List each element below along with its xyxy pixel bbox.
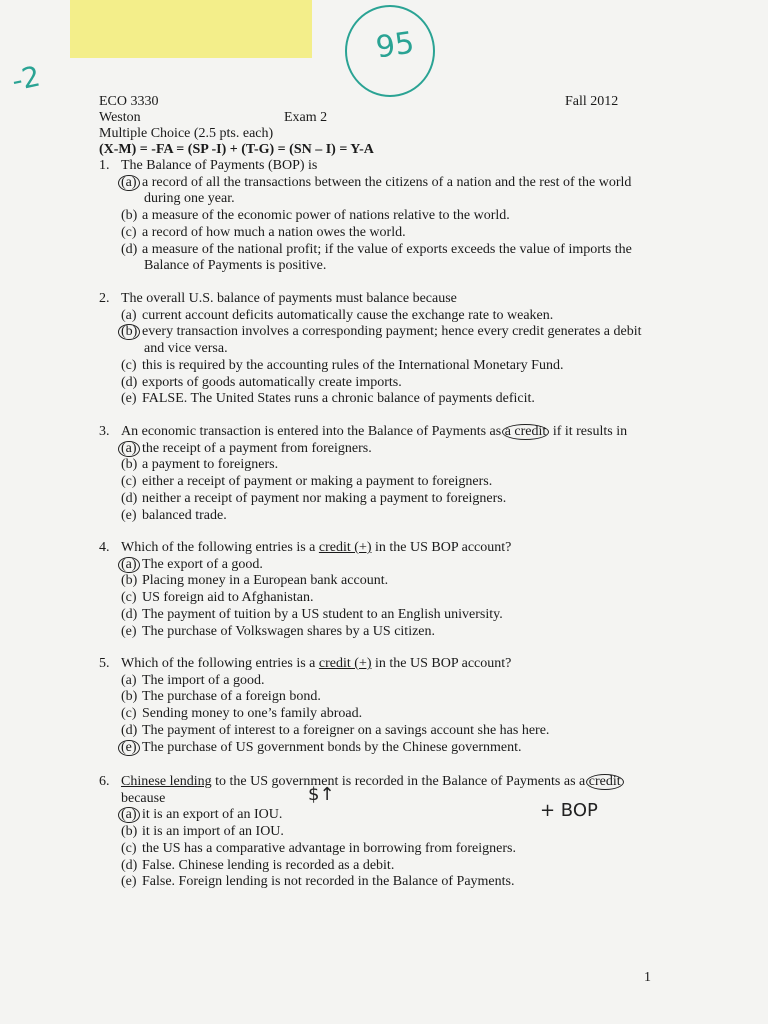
dollar-up-note: $↑ <box>308 784 335 805</box>
sticky-note <box>70 0 312 58</box>
option-c: (c) either a receipt of payment or making a payment to foreigners. <box>121 474 493 490</box>
option-d: (d) False. Chinese lending is recorded as a debit. <box>121 857 395 873</box>
option-e: (e) balanced trade. <box>121 507 227 523</box>
format-note: Multiple Choice (2.5 pts. each) <box>99 126 274 141</box>
option-d: (d) The payment of interest to a foreigner on a savings account she has here. <box>121 722 550 738</box>
option-b: (b) Placing money in a European bank account. <box>121 573 389 589</box>
question-3: 3. An economic transaction is entered into the Balance of Payments as a credit if it results in (a) the receipt of a payment from foreigners. (b) a payment to foreigners. (c) either a receipt of payment or making a payment to foreigners. (d) neither a receipt of payment nor making a payment to foreigners. (e) balanced trade. <box>99 424 679 524</box>
question-6: 6. Chinese lending to the US government is recorded in the Balance of Payments as a credit because (a) it is an export of an IOU. (b) it is an import of an IOU. (c) the US has a comparative advantage in borrowing from foreigners. (d) False. Chinese lending is recorded as a debit. (e) False. Foreign lending is not recorded in the Balance of Payments. <box>99 774 699 891</box>
option-d: (d) a measure of the national profit; if the value of exports exceeds the value of imports the <box>121 241 632 257</box>
question-5: 5. Which of the following entries is a credit (+) in the US BOP account? (a) The import of a good. (b) The purchase of a foreign bond. (c) Sending money to one’s family abroad. (d) The payment of interest to a foreigner on a savings account she has here. (e) The purchase of US government bonds by the Chinese government. <box>99 656 659 756</box>
deduction-mark: -2 <box>8 59 44 98</box>
question-2: 2. The overall U.S. balance of payments must balance because (a) current account deficits automatically cause the exchange rate to weaken. (b) every transaction involves a corresponding payment; hence every credit generates a debit and vice versa. (c) this is required by the accounting rules of the International Monetary Fund. (d) exports of goods automatically create imports. (e) FALSE. The United States runs a chronic balance of payments deficit. <box>99 291 659 408</box>
option-b: (b) The purchase of a foreign bond. <box>121 689 321 705</box>
option-a: (a) a record of all the transactions between the citizens of a nation and the rest of the world <box>99 175 659 192</box>
option-b: (b) a measure of the economic power of nations relative to the world. <box>121 208 510 224</box>
option-e: (e) FALSE. The United States runs a chronic balance of payments deficit. <box>121 391 535 407</box>
option-d: (d) The payment of tuition by a US student to an English university. <box>121 606 503 622</box>
option-d: (d) neither a receipt of payment nor making a payment to foreigners. <box>121 490 507 506</box>
option-e: (e) The purchase of US government bonds by the Chinese government. <box>99 740 659 757</box>
option-a: (a) The export of a good. <box>99 557 659 574</box>
term: Fall 2012 <box>565 94 619 109</box>
bop-margin-note: + BOP <box>540 800 598 821</box>
question-4: 4. Which of the following entries is a credit (+) in the US BOP account? (a) The export of a good. (b) Placing money in a European bank account. (c) US foreign aid to Afghanistan. (d) The payment of tuition by a US student to an English university. (e) The purchase of Volkswagen shares by a US citizen. <box>99 540 659 640</box>
option-a: (a) the receipt of a payment from foreigners. <box>99 441 679 458</box>
option-c: (c) this is required by the accounting rules of the International Monetary Fund. <box>121 357 564 373</box>
page-number: 1 <box>644 970 651 985</box>
option-c: (c) Sending money to one’s family abroad. <box>121 706 363 722</box>
option-d: (d) exports of goods automatically create imports. <box>121 374 402 390</box>
answer-circle: (b) <box>118 324 140 340</box>
question-number: 1. <box>99 158 110 173</box>
option-e: (e) False. Foreign lending is not recorded in the Balance of Payments. <box>121 874 515 890</box>
answer-circle: (a) <box>118 557 140 573</box>
circled-term: a credit <box>502 424 550 440</box>
circled-term: credit <box>586 774 624 790</box>
option-a: (a) The import of a good. <box>121 672 265 688</box>
sticky-note-bleed <box>230 8 300 22</box>
exam-title: Exam 2 <box>284 110 328 125</box>
option-c: (c) US foreign aid to Afghanistan. <box>121 590 314 606</box>
crossed-out-label: (b) <box>121 208 138 224</box>
instructor: Weston <box>99 110 141 125</box>
option-b: (b) a payment to foreigners. <box>121 457 279 473</box>
option-e: (e) The purchase of Volkswagen shares by a US citizen. <box>121 623 436 639</box>
answer-circle: (e) <box>118 740 140 756</box>
question-1: 1. The Balance of Payments (BOP) is (a) a record of all the transactions between the citizens of a nation and the rest of the world during one year. (b) a measure of the economic power of nations relative to the world. (c) a record of how much a nation owes the world. (d) a measure of the national profit; if the value of exports exceeds the value of imports the Balance of Payments is positive. <box>99 158 659 275</box>
option-b: (b) it is an import of an IOU. <box>121 824 284 840</box>
course-code: ECO 3330 <box>99 94 159 109</box>
option-a: (a) current account deficits automatically cause the exchange rate to weaken. <box>121 307 554 323</box>
score-mark: 95 <box>373 25 417 66</box>
question-stem: The Balance of Payments (BOP) is <box>121 158 318 173</box>
answer-circle: (a) <box>118 441 140 457</box>
option-a: (a) it is an export of an IOU. <box>99 807 699 824</box>
answer-circle: (a) <box>118 807 140 823</box>
identity-equation: (X-M) = -FA = (SP -I) + (T-G) = (SN – I) = Y-A <box>99 142 374 157</box>
option-c: (c) a record of how much a nation owes the world. <box>121 224 406 240</box>
option-c: (c) the US has a comparative advantage in borrowing from foreigners. <box>121 840 516 856</box>
answer-circle: (a) <box>118 175 140 191</box>
option-b: (b) every transaction involves a corresponding payment; hence every credit generates a debit <box>99 324 659 341</box>
crossed-out-label: (c) <box>121 224 137 240</box>
